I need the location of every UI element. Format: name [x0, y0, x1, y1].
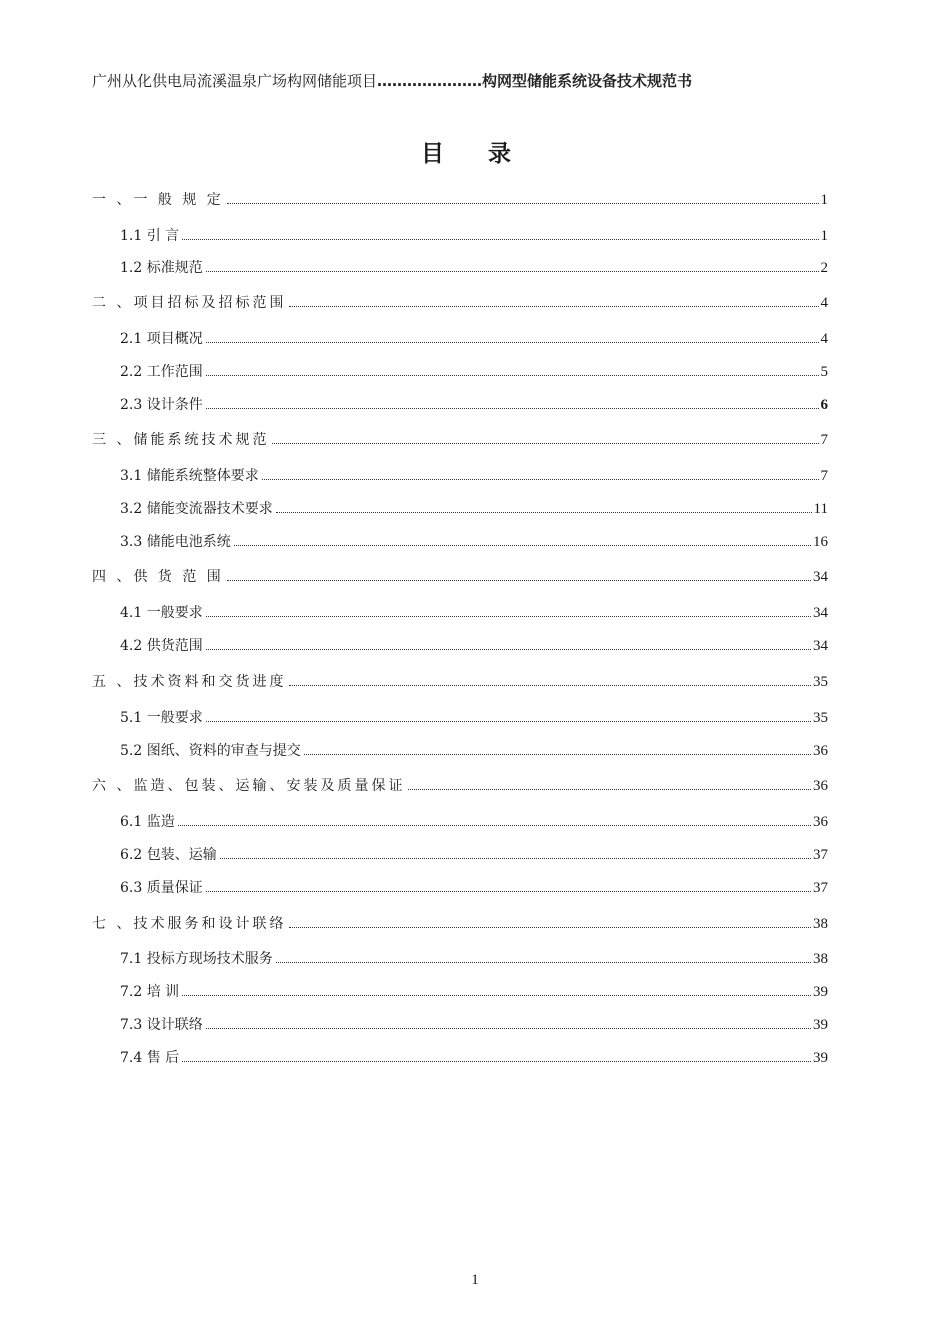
- toc-entry-label: 七 、技术服务和设计联络: [92, 916, 287, 932]
- toc-entry-label: 6.3 质量保证: [120, 880, 203, 896]
- toc-entry-page-number: 36: [813, 743, 828, 759]
- toc-leader-dots: [227, 580, 811, 581]
- toc-entry-page-number: 1: [820, 228, 828, 244]
- toc-entry-label: 2.3 设计条件: [120, 397, 203, 413]
- header-leader-dots: …………………: [377, 72, 483, 90]
- toc-entry-label: 1.2 标准规范: [120, 260, 203, 276]
- toc-chapter-entry[interactable]: [92, 669, 828, 691]
- toc-leader-dots: [206, 891, 811, 892]
- toc-leader-dots: [234, 545, 811, 546]
- toc-entry-label: 7.3 设计联络: [120, 1017, 203, 1033]
- toc-entry-page-number: 39: [813, 1050, 828, 1066]
- toc-leader-dots: [276, 962, 811, 963]
- toc-section-entry[interactable]: [120, 326, 828, 348]
- toc-entry-page-number: 39: [813, 984, 828, 1000]
- toc-section-entry[interactable]: [120, 1045, 828, 1067]
- toc-entry-label: 7.1 投标方现场技术服务: [120, 951, 273, 967]
- toc-entry-page-number: 34: [813, 638, 828, 654]
- toc-section-entry[interactable]: [120, 529, 828, 551]
- toc-leader-dots: [206, 271, 819, 272]
- toc-entry-label: 4.1 一般要求: [120, 605, 203, 621]
- toc-entry-label: 五 、技术资料和交货进度: [92, 674, 287, 690]
- toc-section-entry[interactable]: [120, 359, 828, 381]
- toc-entry-page-number: 1: [820, 192, 828, 208]
- toc-section-entry[interactable]: [120, 223, 828, 245]
- toc-entry-label: 5.1 一般要求: [120, 710, 203, 726]
- toc-entry-label: 5.2 图纸、资料的审查与提交: [120, 743, 301, 759]
- toc-section-entry[interactable]: [120, 738, 828, 760]
- running-header: [92, 70, 792, 91]
- page-number: 1: [471, 1272, 479, 1288]
- toc-leader-dots: [262, 479, 819, 480]
- toc-leader-dots: [178, 825, 811, 826]
- toc-chapter-entry[interactable]: [92, 564, 828, 586]
- toc-section-entry[interactable]: [120, 809, 828, 831]
- toc-entry-page-number: 36: [813, 778, 828, 794]
- toc-entry-label: 2.1 项目概况: [120, 331, 203, 347]
- toc-section-entry[interactable]: [120, 1012, 828, 1034]
- toc-entry-page-number: 35: [813, 710, 828, 726]
- toc-entry-label: 二 、项目招标及招标范围: [92, 295, 287, 311]
- toc-leader-dots: [220, 858, 811, 859]
- toc-chapter-entry[interactable]: [92, 911, 828, 933]
- toc-entry-label: 2.2 工作范围: [120, 364, 203, 380]
- toc-section-entry[interactable]: [120, 633, 828, 655]
- toc-leader-dots: [289, 685, 811, 686]
- toc-leader-dots: [289, 306, 818, 307]
- toc-leader-dots: [206, 342, 819, 343]
- toc-leader-dots: [289, 927, 811, 928]
- toc-section-entry[interactable]: [120, 979, 828, 1001]
- toc-entry-page-number: 37: [813, 847, 828, 863]
- toc-section-entry[interactable]: [120, 392, 828, 414]
- toc-leader-dots: [206, 649, 811, 650]
- toc-entry-page-number: 38: [813, 916, 828, 932]
- toc-entry-page-number: 34: [813, 569, 828, 585]
- toc-leader-dots: [182, 995, 811, 996]
- toc-chapter-entry[interactable]: [92, 187, 828, 209]
- toc-entry-page-number: 7: [820, 468, 828, 484]
- toc-entry-label: 四 、供 货 范 围: [92, 569, 224, 585]
- toc-entry-page-number: 38: [813, 951, 828, 967]
- toc-leader-dots: [206, 1028, 811, 1029]
- toc-entry-label: 1.1 引 言: [120, 228, 180, 244]
- toc-entry-page-number: 7: [820, 432, 828, 448]
- toc-entry-page-number: 39: [813, 1017, 828, 1033]
- toc-entry-page-number: 4: [820, 331, 828, 347]
- toc-leader-dots: [408, 789, 811, 790]
- toc-section-entry[interactable]: [120, 255, 828, 277]
- toc-leader-dots: [182, 239, 818, 240]
- project-name: 广州从化供电局流溪温泉广场构网储能项目: [92, 72, 378, 90]
- toc-entry-label: 7.2 培 训: [120, 984, 180, 1000]
- toc-entry-page-number: 36: [813, 814, 828, 830]
- toc-entry-label: 3.1 储能系统整体要求: [120, 468, 259, 484]
- toc-entry-page-number: 4: [820, 295, 828, 311]
- toc-entry-page-number: 11: [813, 501, 828, 517]
- document-name: 构网型储能系统设备技术规范书: [482, 72, 693, 90]
- toc-entry-page-number: 5: [820, 364, 828, 380]
- toc-leader-dots: [182, 1061, 811, 1062]
- toc-section-entry[interactable]: [120, 946, 828, 968]
- toc-entry-page-number: 6: [820, 397, 828, 413]
- toc-leader-dots: [206, 616, 811, 617]
- toc-leader-dots: [206, 721, 811, 722]
- toc-entry-label: 4.2 供货范围: [120, 638, 203, 654]
- toc-entry-page-number: 35: [813, 674, 828, 690]
- toc-entry-label: 3.3 储能电池系统: [120, 534, 231, 550]
- toc-entry-label: 7.4 售 后: [120, 1050, 180, 1066]
- toc-leader-dots: [276, 512, 812, 513]
- toc-leader-dots: [227, 203, 819, 204]
- toc-section-entry[interactable]: [120, 875, 828, 897]
- toc-chapter-entry[interactable]: [92, 427, 828, 449]
- toc-section-entry[interactable]: [120, 496, 828, 518]
- toc-chapter-entry[interactable]: [92, 773, 828, 795]
- toc-section-entry[interactable]: [120, 463, 828, 485]
- toc-leader-dots: [206, 375, 819, 376]
- toc-entry-label: 三 、储能系统技术规范: [92, 432, 270, 448]
- toc-section-entry[interactable]: [120, 600, 828, 622]
- toc-entry-label: 一 、一 般 规 定: [92, 192, 224, 208]
- toc-section-entry[interactable]: [120, 705, 828, 727]
- toc-entry-label: 6.1 监造: [120, 814, 175, 830]
- toc-entry-label: 6.2 包装、运输: [120, 847, 217, 863]
- toc-leader-dots: [206, 408, 819, 409]
- toc-entry-page-number: 34: [813, 605, 828, 621]
- toc-chapter-entry[interactable]: [92, 290, 828, 312]
- toc-entry-page-number: 2: [820, 260, 828, 276]
- toc-entry-label: 3.2 储能变流器技术要求: [120, 501, 273, 517]
- toc-entry-label: 六 、监造、包装、运输、安装及质量保证: [92, 778, 406, 794]
- toc-section-entry[interactable]: [120, 842, 828, 864]
- toc-entry-page-number: 16: [813, 534, 828, 550]
- toc-leader-dots: [272, 443, 818, 444]
- toc-leader-dots: [304, 754, 811, 755]
- page-title: 目 录: [420, 141, 529, 167]
- toc-entry-page-number: 37: [813, 880, 828, 896]
